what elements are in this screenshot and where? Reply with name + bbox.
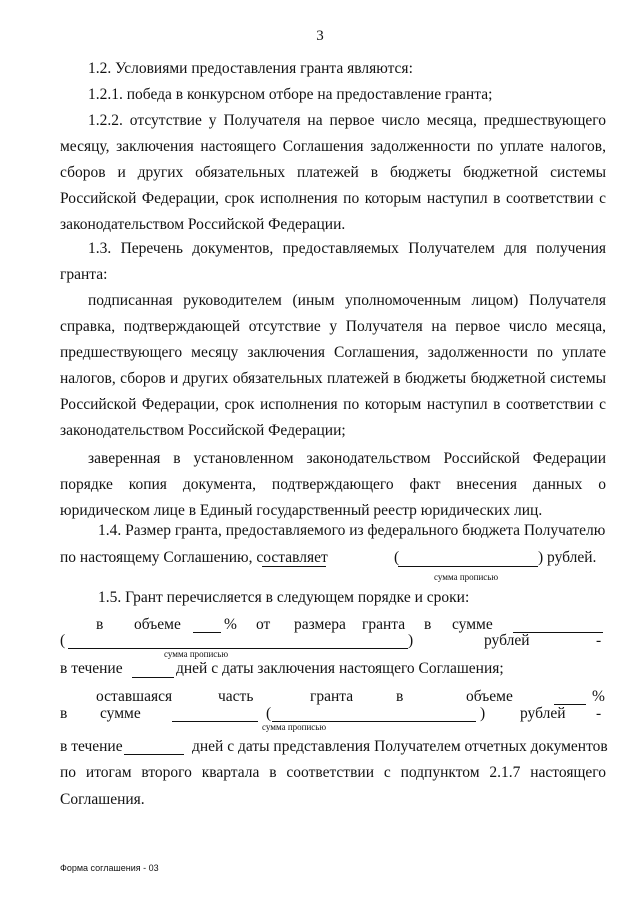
tranche-2-text-end: Соглашения.: [60, 791, 145, 808]
word: в: [424, 616, 432, 633]
paragraph-1-4-line1: [60, 522, 606, 544]
tranche-2-text: по итогам второго квартала в соответствии с подпунктом 2.1.7 настоящего: [60, 764, 606, 781]
paragraph-1-3: 1.3. Перечень документов, предоставляемых Получателем для получения гранта:: [60, 240, 606, 283]
tranche-2-term: [60, 738, 606, 760]
days-blank-2: [124, 754, 184, 755]
word: рублей: [520, 705, 566, 722]
term-start: в течение: [60, 738, 123, 755]
paren-open: (: [394, 549, 400, 566]
percent-sign: %: [224, 616, 237, 633]
days-blank: [132, 677, 174, 678]
word: сумме: [452, 616, 493, 633]
paren-open: (: [60, 632, 66, 649]
percent-sign: %: [592, 688, 605, 705]
form-footer: Форма соглашения - 03: [60, 863, 159, 873]
document-item-certificate: подписанная руководителем (иным уполномоченным лицом) Получателя справка, подтверждающей отсутствие у Получателя на первое число месяца, предшествующего месяцу заключения Соглашения, задолженности по уплате налогов, сборов и других обязательных платежей в бюджеты бюджетной системы Российской Федерации, срок исполнения по которым наступил в соответствии с законодательством Российской Федерации;: [60, 292, 606, 439]
tranche-2-line5: [60, 791, 606, 813]
documents-list-2: [60, 446, 606, 524]
paragraph-1-2-2: 1.2.2. отсутствие у Получателя на первое число месяца, предшествующего месяцу, заключения настоящего Соглашения задолженности по уплате налогов, сборов и других обязательных платежей в бюджеты бюджетной системы Российской Федерации, срок исполнения по которым наступил в соответствии с законодательством Российской Федерации.: [60, 112, 606, 233]
amount-blank: [262, 566, 326, 567]
paragraph-1-4-start: по настоящему Соглашению, составляет: [60, 549, 328, 566]
word: гранта: [310, 688, 354, 705]
section-1-3: [60, 236, 606, 288]
term-end: дней с даты представления Получателем отчетных документов: [192, 738, 608, 755]
word: в: [96, 616, 104, 633]
word: в: [396, 688, 404, 705]
amount-words-blank: [398, 566, 538, 567]
paragraph-1-2: 1.2. Условиями предоставления гранта являются:: [88, 60, 413, 77]
dash: -: [596, 705, 602, 722]
word: объеме: [466, 688, 513, 705]
sum-blank-2: [172, 721, 258, 722]
word: рублей: [484, 632, 530, 649]
documents-list: [60, 288, 606, 444]
paragraph-1-4-line2: [60, 549, 606, 571]
tranche-1-term: [60, 660, 606, 682]
caption-amount-words: сумма прописью: [262, 722, 327, 732]
page-number: 3: [316, 28, 324, 44]
paragraph-1-5-text: 1.5. Грант перечисляется в следующем порядке и сроки:: [98, 589, 470, 606]
word: часть: [218, 688, 254, 705]
paragraph-1-5: [60, 589, 606, 611]
paren-close: ): [480, 705, 486, 722]
caption-amount-words: сумма прописью: [164, 649, 229, 659]
paren-open: (: [266, 705, 272, 722]
word: гранта: [362, 616, 406, 633]
term-end: дней с даты заключения настоящего Соглашения;: [176, 660, 504, 677]
word: оставшаяся: [96, 688, 173, 705]
word: объеме: [134, 616, 181, 633]
paren-close: ): [408, 632, 414, 649]
dash: -: [596, 632, 602, 649]
tranche-2-line4: [60, 764, 606, 786]
paragraph-1-4-text: 1.4. Размер гранта, предоставляемого из федерального бюджета Получателю: [98, 522, 606, 539]
section-1-2: [60, 56, 606, 238]
word: размера: [294, 616, 346, 633]
word: в: [60, 705, 68, 722]
tranche-2-line2: [60, 705, 606, 727]
caption-amount-words: сумма прописью: [434, 572, 499, 582]
sum-words-blank: [68, 648, 408, 649]
paragraph-1-2-1: 1.2.1. победа в конкурсном отборе на предоставление гранта;: [88, 86, 493, 103]
term-start: в течение: [60, 660, 123, 677]
tranche-1-line2: [60, 632, 606, 654]
paragraph-1-4-end: ) рублей.: [538, 549, 597, 566]
word: от: [256, 616, 271, 633]
word: сумме: [100, 705, 141, 722]
document-item-registry-copy: заверенная в установленном законодательством Российской Федерации порядке копия документа, подтверждающего факт внесения данных о юридическом лице в Единый государственный реестр юридических лиц.: [60, 450, 606, 519]
